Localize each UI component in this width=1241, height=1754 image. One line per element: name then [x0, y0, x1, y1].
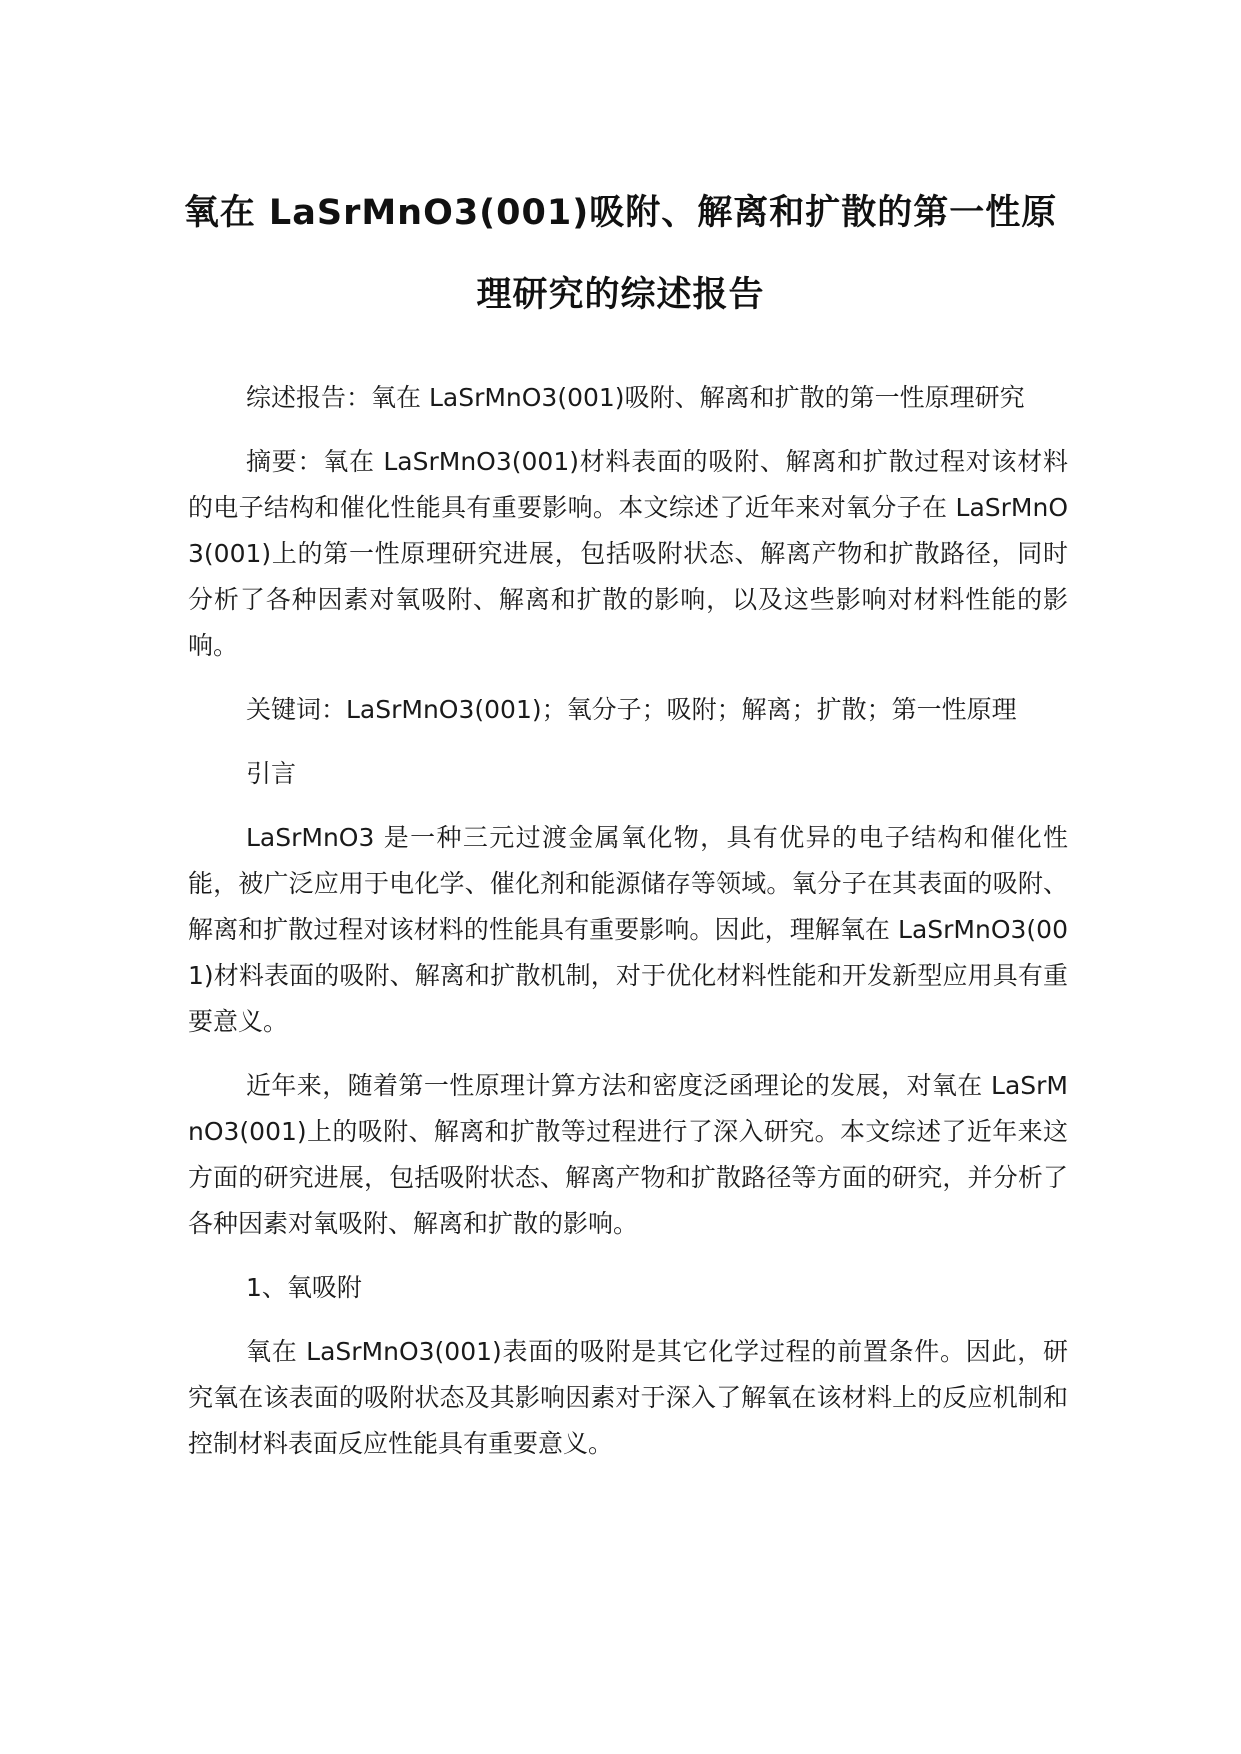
oxygen-adsorption-paragraph: 氧在 LaSrMnO3(001)表面的吸附是其它化学过程的前置条件。因此，研究氧在该表面的吸附状态及其影响因素对于深入了解氧在该材料上的反应机制和控制材料表面反应性能具有重要意义。	[188, 1337, 1068, 1458]
section-heading-introduction: 引言	[246, 759, 297, 788]
keywords-paragraph: 关键词：LaSrMnO3(001)；氧分子；吸附；解离；扩散；第一性原理	[246, 695, 1017, 724]
document-title	[150, 172, 1091, 336]
review-subtitle-paragraph: 综述报告：氧在 LaSrMnO3(001)吸附、解离和扩散的第一性原理研究	[246, 383, 1025, 412]
abstract-paragraph: 摘要：氧在 LaSrMnO3(001)材料表面的吸附、解离和扩散过程对该材料的电子结构和催化性能具有重要影响。本文综述了近年来对氧分子在 LaSrMnO3(001)上的第一性原理研究进展，包括吸附状态、解离产物和扩散路径，同时分析了各种因素对氧吸附、解离和扩散的影响，以及这些影响对材料性能的影响。	[188, 447, 1068, 660]
section-heading-oxygen-adsorption: 1、氧吸附	[246, 1273, 362, 1302]
document-body	[188, 375, 1068, 1485]
introduction-paragraph-2: 近年来，随着第一性原理计算方法和密度泛函理论的发展，对氧在 LaSrMnO3(001)上的吸附、解离和扩散等过程进行了深入研究。本文综述了近年来这方面的研究进展，包括吸附状态、解离产物和扩散路径等方面的研究，并分析了各种因素对氧吸附、解离和扩散的影响。	[188, 1071, 1068, 1238]
title-line-2: 理研究的综述报告	[476, 275, 765, 315]
introduction-paragraph-1: LaSrMnO3 是一种三元过渡金属氧化物，具有优异的电子结构和催化性能，被广泛应用于电化学、催化剂和能源储存等领域。氧分子在其表面的吸附、解离和扩散过程对该材料的性能具有重要影响。因此，理解氧在 LaSrMnO3(001)材料表面的吸附、解离和扩散机制，对于优化材料性能和开发新型应用具有重要意义。	[188, 823, 1068, 1036]
title-line-1: 氧在 LaSrMnO3(001)吸附、解离和扩散的第一性原	[183, 193, 1058, 233]
